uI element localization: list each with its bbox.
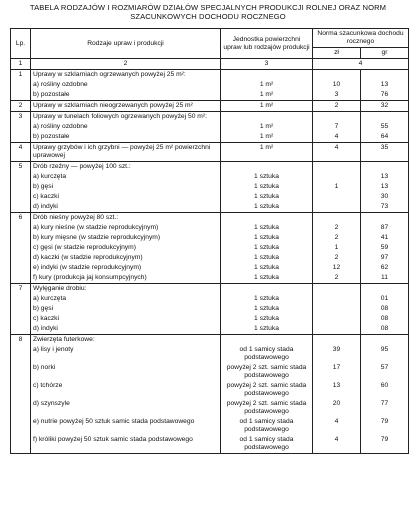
row-description: b) gęsi: [31, 182, 221, 192]
row-zl: 13: [313, 381, 361, 399]
row-lp: 6: [11, 213, 31, 224]
row-description: a) kurczęta: [31, 294, 221, 304]
row-unit: 1 sztuka: [221, 202, 313, 213]
row-lp: [11, 122, 31, 132]
row-description: b) kury mięsne (w stadzie reprodukcyjnym): [31, 233, 221, 243]
row-unit: 1 sztuka: [221, 324, 313, 335]
row-zl: 17: [313, 363, 361, 381]
table-row: [11, 435, 409, 454]
row-description: Uprawy w szklarniach ogrzewanych powyżej 25 m²:: [31, 70, 221, 81]
header-lp: Lp.: [11, 29, 31, 59]
row-zl: 2: [313, 101, 361, 112]
row-description: c) tchórze: [31, 381, 221, 399]
row-zl: 39: [313, 345, 361, 363]
row-description: Uprawy w szklarniach nieogrzewanych powyżej 25 m²: [31, 101, 221, 112]
row-description: a) kurczęta: [31, 172, 221, 182]
norms-table: [10, 28, 409, 454]
row-lp: 1: [11, 70, 31, 81]
row-gr: 76: [361, 90, 409, 101]
row-description: d) szynszyle: [31, 399, 221, 417]
row-unit: 1 sztuka: [221, 253, 313, 263]
table-row: [11, 263, 409, 273]
row-lp: 2: [11, 101, 31, 112]
table-row: [11, 101, 409, 112]
row-gr: 95: [361, 345, 409, 363]
row-unit: 1 m²: [221, 80, 313, 90]
table-row: [11, 80, 409, 90]
row-zl: [313, 162, 361, 173]
row-zl: 2: [313, 223, 361, 233]
row-unit: 1 sztuka: [221, 192, 313, 202]
row-lp: 8: [11, 335, 31, 346]
row-description: c) kaczki: [31, 192, 221, 202]
header-norma: Norma szacunkowa dochodu rocznego: [313, 29, 409, 48]
row-lp: 4: [11, 143, 31, 162]
row-zl: 10: [313, 80, 361, 90]
row-unit: 1 sztuka: [221, 243, 313, 253]
row-unit: 1 m²: [221, 122, 313, 132]
row-unit: 1 sztuka: [221, 273, 313, 284]
header-jednostka: Jednostka powierzchni upraw lub rodzajów produkcji: [221, 29, 313, 59]
row-description: Drób rzeźny — powyżej 100 szt.:: [31, 162, 221, 173]
row-gr: [361, 213, 409, 224]
row-unit: od 1 samicy stada podstawowego: [221, 435, 313, 454]
table-row: [11, 202, 409, 213]
row-description: b) pozostałe: [31, 90, 221, 101]
row-zl: 4: [313, 143, 361, 162]
row-gr: 60: [361, 381, 409, 399]
row-zl: 7: [313, 122, 361, 132]
header-num-1: 1: [11, 59, 31, 70]
row-unit: [221, 162, 313, 173]
document-title: [0, 0, 416, 21]
row-zl: 12: [313, 263, 361, 273]
header-gr: gr: [361, 48, 409, 59]
row-unit: od 1 samicy stada podstawowego: [221, 345, 313, 363]
row-zl: 4: [313, 435, 361, 454]
row-lp: [11, 363, 31, 381]
row-lp: 3: [11, 112, 31, 123]
row-unit: 1 sztuka: [221, 233, 313, 243]
row-description: Zwierzęta futerkowe:: [31, 335, 221, 346]
row-unit: powyżej 2 szt. samic stada podstawowego: [221, 399, 313, 417]
row-gr: 08: [361, 304, 409, 314]
row-lp: 5: [11, 162, 31, 173]
row-gr: 32: [361, 101, 409, 112]
row-description: Wylęganie drobiu:: [31, 284, 221, 295]
row-lp: [11, 80, 31, 90]
row-unit: od 1 samicy stada podstawowego: [221, 417, 313, 435]
row-gr: 87: [361, 223, 409, 233]
row-zl: [313, 70, 361, 81]
row-lp: [11, 202, 31, 213]
row-description: d) indyki: [31, 324, 221, 335]
table-row: [11, 233, 409, 243]
table-row: [11, 182, 409, 192]
row-description: f) króliki powyżej 50 sztuk samic stada podstawowego: [31, 435, 221, 454]
row-gr: 13: [361, 182, 409, 192]
row-unit: 1 sztuka: [221, 182, 313, 192]
row-description: d) indyki: [31, 202, 221, 213]
row-gr: 30: [361, 192, 409, 202]
row-gr: 08: [361, 314, 409, 324]
title-line-2: SZACUNKOWYCH DOCHODU ROCZNEGO: [130, 12, 286, 21]
row-unit: 1 m²: [221, 90, 313, 101]
row-lp: [11, 435, 31, 454]
table-row: [11, 223, 409, 233]
table-row: [11, 314, 409, 324]
row-zl: [313, 324, 361, 335]
table-row: [11, 324, 409, 335]
row-lp: [11, 90, 31, 101]
row-zl: [313, 314, 361, 324]
table-row: [11, 112, 409, 123]
row-gr: [361, 112, 409, 123]
row-gr: 57: [361, 363, 409, 381]
table-row: [11, 304, 409, 314]
row-unit: 1 sztuka: [221, 294, 313, 304]
row-description: a) rośliny ozdobne: [31, 80, 221, 90]
row-unit: 1 sztuka: [221, 314, 313, 324]
table-row: [11, 345, 409, 363]
row-lp: [11, 253, 31, 263]
table-row: [11, 143, 409, 162]
row-gr: 13: [361, 80, 409, 90]
row-zl: 1: [313, 182, 361, 192]
row-unit: 1 sztuka: [221, 172, 313, 182]
row-unit: 1 m²: [221, 101, 313, 112]
row-lp: [11, 192, 31, 202]
row-description: d) kaczki (w stadzie reprodukcyjnym): [31, 253, 221, 263]
row-gr: 73: [361, 202, 409, 213]
row-gr: [361, 70, 409, 81]
row-unit: [221, 213, 313, 224]
table-row: [11, 273, 409, 284]
title-line-1: TABELA RODZAJÓW I ROZMIARÓW DZIAŁÓW SPECJALNYCH PRODUKCJI ROLNEJ ORAZ NORM: [29, 3, 387, 12]
header-num-4: 4: [313, 59, 409, 70]
table-row: [11, 243, 409, 253]
row-zl: 4: [313, 132, 361, 143]
table-row: [11, 284, 409, 295]
row-description: a) lisy i jenoty: [31, 345, 221, 363]
row-gr: 13: [361, 172, 409, 182]
row-description: b) gęsi: [31, 304, 221, 314]
row-lp: [11, 243, 31, 253]
row-description: Uprawy w tunelach foliowych ogrzewanych powyżej 50 m²:: [31, 112, 221, 123]
row-zl: [313, 284, 361, 295]
header-zl: zł: [313, 48, 361, 59]
row-lp: [11, 345, 31, 363]
row-gr: 59: [361, 243, 409, 253]
row-gr: 64: [361, 132, 409, 143]
row-zl: 2: [313, 233, 361, 243]
row-lp: 7: [11, 284, 31, 295]
table-row: [11, 162, 409, 173]
table-row: [11, 213, 409, 224]
row-description: b) norki: [31, 363, 221, 381]
table-row: [11, 172, 409, 182]
row-zl: 4: [313, 417, 361, 435]
row-gr: 01: [361, 294, 409, 304]
row-lp: [11, 233, 31, 243]
row-description: a) rośliny ozdobne: [31, 122, 221, 132]
table-row: [11, 70, 409, 81]
row-gr: [361, 162, 409, 173]
table-row: [11, 363, 409, 381]
row-lp: [11, 263, 31, 273]
row-gr: 41: [361, 233, 409, 243]
table-row: [11, 399, 409, 417]
row-zl: 1: [313, 243, 361, 253]
row-gr: [361, 284, 409, 295]
row-description: b) pozostałe: [31, 132, 221, 143]
row-lp: [11, 132, 31, 143]
table-row: [11, 192, 409, 202]
table-row: [11, 122, 409, 132]
row-unit: [221, 335, 313, 346]
row-description: Uprawy grzybów i ich grzybni — powyżej 25 m² powierzchni uprawowej: [31, 143, 221, 162]
row-zl: [313, 192, 361, 202]
row-lp: [11, 399, 31, 417]
header-rodzaje: Rodzaje upraw i produkcji: [31, 29, 221, 59]
row-zl: [313, 213, 361, 224]
row-gr: 08: [361, 324, 409, 335]
row-gr: 97: [361, 253, 409, 263]
row-zl: 20: [313, 399, 361, 417]
row-description: c) gęsi (w stadzie reprodukcyjnym): [31, 243, 221, 253]
row-gr: 62: [361, 263, 409, 273]
row-description: a) kury nieśne (w stadzie reprodukcyjnym): [31, 223, 221, 233]
row-lp: [11, 172, 31, 182]
table-row: [11, 381, 409, 399]
row-unit: powyżej 2 szt. samic stada podstawowego: [221, 363, 313, 381]
row-gr: 77: [361, 399, 409, 417]
row-gr: 35: [361, 143, 409, 162]
table-row: [11, 335, 409, 346]
header-num-3: 3: [221, 59, 313, 70]
row-zl: [313, 294, 361, 304]
row-description: e) nutrie powyżej 50 sztuk samic stada podstawowego: [31, 417, 221, 435]
row-unit: [221, 284, 313, 295]
table-body: [11, 70, 409, 454]
row-zl: 3: [313, 90, 361, 101]
row-description: Drób nieśny powyżej 80 szt.:: [31, 213, 221, 224]
row-lp: [11, 223, 31, 233]
row-unit: [221, 112, 313, 123]
row-unit: 1 m²: [221, 132, 313, 143]
row-zl: [313, 304, 361, 314]
header-num-2: 2: [31, 59, 221, 70]
row-unit: powyżej 2 szt. samic stada podstawowego: [221, 381, 313, 399]
row-gr: 11: [361, 273, 409, 284]
table-row: [11, 417, 409, 435]
row-zl: 2: [313, 273, 361, 284]
row-zl: [313, 112, 361, 123]
row-unit: 1 m²: [221, 143, 313, 162]
table-row: [11, 294, 409, 304]
row-unit: 1 sztuka: [221, 304, 313, 314]
row-zl: [313, 172, 361, 182]
row-lp: [11, 381, 31, 399]
row-description: f) kury (produkcja jaj konsumpcyjnych): [31, 273, 221, 284]
row-description: c) kaczki: [31, 314, 221, 324]
table-row: [11, 253, 409, 263]
row-lp: [11, 324, 31, 335]
row-lp: [11, 273, 31, 284]
table-row: [11, 90, 409, 101]
row-description: e) indyki (w stadzie reprodukcyjnym): [31, 263, 221, 273]
row-lp: [11, 314, 31, 324]
row-lp: [11, 294, 31, 304]
row-lp: [11, 417, 31, 435]
row-gr: 79: [361, 417, 409, 435]
row-zl: [313, 202, 361, 213]
row-gr: [361, 335, 409, 346]
row-zl: 2: [313, 253, 361, 263]
row-unit: [221, 70, 313, 81]
row-gr: 79: [361, 435, 409, 454]
row-gr: 55: [361, 122, 409, 132]
row-lp: [11, 182, 31, 192]
table-row: [11, 132, 409, 143]
row-unit: 1 sztuka: [221, 223, 313, 233]
row-unit: 1 sztuka: [221, 263, 313, 273]
row-lp: [11, 304, 31, 314]
row-zl: [313, 335, 361, 346]
